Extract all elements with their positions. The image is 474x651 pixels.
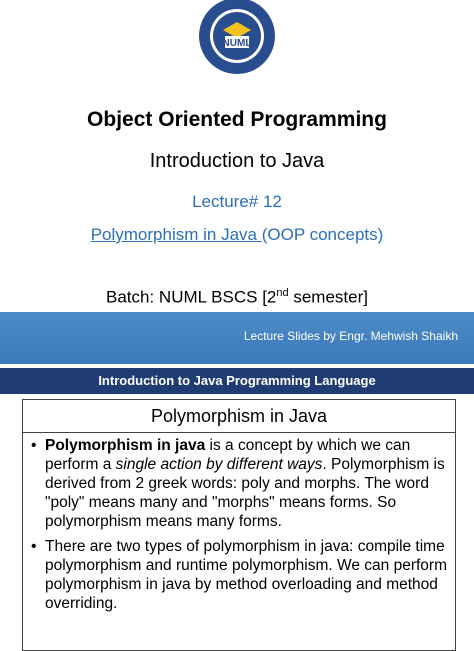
bullet-list xyxy=(31,436,451,619)
bullet-icon: • xyxy=(31,538,37,555)
footer-band xyxy=(0,312,474,364)
topic-suffix: (OOP concepts) xyxy=(261,225,384,244)
bullet-item xyxy=(31,537,451,613)
box-divider xyxy=(23,432,455,433)
university-logo xyxy=(193,0,281,80)
slide-header: Introduction to Java Programming Language xyxy=(0,368,474,394)
lecture-topic xyxy=(0,225,474,245)
course-title: Object Oriented Programming xyxy=(87,108,387,131)
logo-initials: NUML xyxy=(222,38,252,49)
bullet-text: There are two types of polymorphism in java: compile time polymorphism and runtime polymorphism. We can perform polymorphism in java by method overloading and method overriding. xyxy=(45,538,448,612)
course-subtitle: Introduction to Java xyxy=(149,150,325,172)
lecture-number: Lecture# 12 xyxy=(192,192,282,211)
batch-superscript: nd xyxy=(276,287,289,299)
batch-suffix: semester] xyxy=(288,287,368,307)
content-box xyxy=(22,399,456,651)
topic-link[interactable]: Polymorphism in Java xyxy=(90,225,262,244)
bullet-bold: Polymorphism in java xyxy=(45,437,206,454)
bullet-icon: • xyxy=(31,437,37,454)
byline: Lecture Slides by Engr. Mehwish Shaikh xyxy=(243,329,458,343)
batch-info xyxy=(0,287,474,308)
box-title: Polymorphism in Java xyxy=(150,406,328,426)
bullet-text: . Polymorphism is derived from 2 greek words: poly and morphs. The word "poly" means many and "morphs" means forms. So polymorphism means many forms. xyxy=(45,456,445,530)
bullet-text: is a concept by which we can perform a xyxy=(45,437,411,473)
batch-prefix: Batch: NUML BSCS [2 xyxy=(106,287,277,307)
bullet-italic: single action by different ways xyxy=(115,456,323,473)
content-slide xyxy=(0,368,474,632)
bullet-item xyxy=(31,436,451,531)
